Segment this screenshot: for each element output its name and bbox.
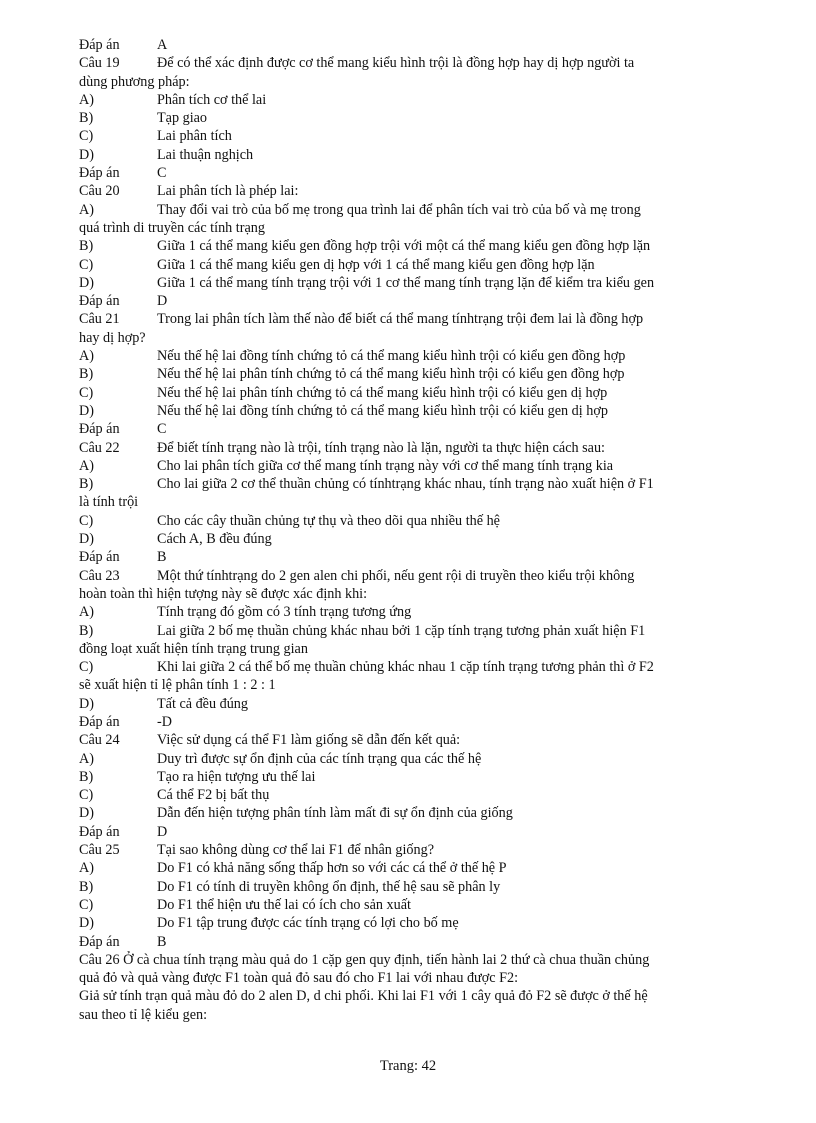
line-text: Tất cả đều đúng bbox=[157, 695, 248, 712]
question-line bbox=[79, 841, 739, 859]
line-text: Tạp giao bbox=[157, 110, 208, 127]
line-text: Lai giữa 2 bố mẹ thuần chủng khác nhau bởi 1 cặp tính trạng tương phản xuất hiện F1 bbox=[157, 622, 646, 639]
option-line bbox=[79, 878, 739, 896]
answer-line bbox=[79, 36, 739, 54]
option-line bbox=[79, 237, 739, 255]
line-label: Câu 24 bbox=[79, 732, 120, 749]
answer-line bbox=[79, 823, 739, 841]
line-label: Câu 20 bbox=[79, 183, 120, 200]
line-text: A bbox=[157, 37, 168, 53]
line-label: Đáp án bbox=[79, 421, 120, 438]
line-text: Cho các cây thuần chủng tự thụ và theo dõi qua nhiều thế hệ bbox=[157, 512, 500, 529]
line-label: B) bbox=[79, 476, 94, 493]
option-line bbox=[79, 365, 739, 383]
option-line bbox=[79, 914, 739, 932]
option-line bbox=[79, 804, 739, 822]
line-text: Cho lai giữa 2 cơ thể thuần chủng có tínhtrạng khác nhau, tính trạng nào xuất hiện ở F1 bbox=[157, 476, 654, 493]
line-text: Trong lai phân tích làm thế nào để biết cá thể mang tínhtrạng trội đem lai là đồng hợp bbox=[157, 311, 644, 328]
line-label: D) bbox=[79, 531, 94, 548]
option-line bbox=[79, 274, 739, 292]
line-label: D) bbox=[79, 805, 94, 822]
question-line bbox=[79, 54, 739, 72]
option-line bbox=[79, 109, 739, 127]
line-text: Nếu thế hệ lai phân tính chứng tỏ cá thể mang kiểu hình trội có kiểu gen dị hợp bbox=[157, 384, 608, 401]
line-label: A) bbox=[79, 201, 94, 218]
line-text: Nếu thế hệ lai đồng tính chứng tỏ cá thể mang kiểu hình trội có kiểu gen dị hợp bbox=[157, 402, 608, 419]
line-text: Lai phân tích là phép lai: bbox=[157, 183, 299, 200]
line-label: Đáp án bbox=[79, 37, 120, 53]
line-label: C) bbox=[79, 256, 94, 273]
option-line bbox=[79, 457, 739, 475]
answer-line bbox=[79, 933, 739, 951]
option-line bbox=[79, 475, 739, 493]
line-text: Cho lai phân tích giữa cơ thể mang tính trạng này với cơ thể mang tính trạng kia bbox=[157, 457, 614, 474]
line-label: A) bbox=[79, 860, 94, 877]
line-label: D) bbox=[79, 695, 94, 712]
line-label: C) bbox=[79, 384, 94, 401]
text-line: dùng phương pháp: bbox=[79, 73, 190, 90]
line-text: Một thứ tínhtrạng do 2 gen alen chi phối, nếu gent rội di truyền theo kiểu trội không bbox=[157, 567, 635, 584]
line-label: A) bbox=[79, 750, 94, 767]
line-label: B) bbox=[79, 366, 94, 383]
answer-line bbox=[79, 164, 739, 182]
line-label: B) bbox=[79, 622, 94, 639]
line-text: B bbox=[157, 933, 167, 950]
line-text: Tính trạng đó gồm có 3 tính trạng tương ứng bbox=[157, 604, 412, 621]
line-label: D) bbox=[79, 274, 94, 291]
line-text: Giữa 1 cá thể mang kiểu gen dị hợp với 1 cá thể mang kiểu gen đồng hợp lặn bbox=[157, 256, 595, 273]
line-label: C) bbox=[79, 659, 94, 676]
line-label: C) bbox=[79, 896, 94, 913]
option-line bbox=[79, 750, 739, 768]
line-text: Lai thuận nghịch bbox=[157, 146, 254, 163]
question-line bbox=[79, 731, 739, 749]
line-label: D) bbox=[79, 146, 94, 163]
line-text: Tạo ra hiện tượng ưu thế lai bbox=[157, 768, 316, 785]
option-line bbox=[79, 91, 739, 109]
text-line: sẽ xuất hiện tỉ lệ phân tính 1 : 2 : 1 bbox=[79, 677, 276, 694]
text-line: quá trình di truyền các tính trạng bbox=[79, 219, 265, 236]
line-text: Để có thể xác định được cơ thể mang kiểu hình trội là đồng hợp hay dị hợp người ta bbox=[157, 55, 635, 72]
question-line bbox=[79, 439, 739, 457]
line-label: A) bbox=[79, 604, 94, 621]
line-text: Thay đổi vai trò của bố mẹ trong qua trình lai để phân tích vai trò của bố và mẹ trong bbox=[157, 201, 641, 218]
option-line bbox=[79, 622, 739, 640]
line-text: Để biết tính trạng nào là trội, tính trạng nào là lặn, người ta thực hiện cách sau: bbox=[157, 439, 605, 456]
option-line bbox=[79, 402, 739, 420]
question-list bbox=[79, 36, 739, 1024]
line-text: Do F1 tập trung được các tính trạng có lợi cho bố mẹ bbox=[157, 915, 459, 932]
line-text: B bbox=[157, 549, 167, 566]
line-label: C) bbox=[79, 512, 94, 529]
line-label: Đáp án bbox=[79, 293, 120, 310]
option-line bbox=[79, 146, 739, 164]
option-line bbox=[79, 658, 739, 676]
line-text: Cá thể F2 bị bất thụ bbox=[157, 787, 270, 804]
line-label: A) bbox=[79, 457, 94, 474]
line-label: Đáp án bbox=[79, 165, 120, 182]
answer-line bbox=[79, 548, 739, 566]
option-line bbox=[79, 512, 739, 530]
option-line bbox=[79, 768, 739, 786]
line-label: A) bbox=[79, 348, 94, 365]
line-text: C bbox=[157, 165, 167, 182]
line-text: Do F1 thể hiện ưu thế lai có ích cho sản xuất bbox=[157, 896, 411, 913]
option-line bbox=[79, 859, 739, 877]
line-label: Đáp án bbox=[79, 933, 120, 950]
line-text: Việc sử dụng cá thể F1 làm giống sẽ dẫn đến kết quả: bbox=[157, 732, 461, 749]
line-text: Lai phân tích bbox=[157, 128, 232, 145]
line-text: Do F1 có khả năng sống thấp hơn so với các cá thể ở thế hệ P bbox=[157, 860, 507, 877]
line-label: D) bbox=[79, 915, 94, 932]
option-line bbox=[79, 786, 739, 804]
text-line: quả đỏ và quả vàng được F1 toàn quả đỏ sau đó cho F1 lai với nhau được F2: bbox=[79, 970, 519, 987]
text-line: là tính trội bbox=[79, 494, 139, 511]
question-line bbox=[79, 567, 739, 585]
option-line bbox=[79, 256, 739, 274]
text-line: Câu 26 Ở cà chua tính trạng màu quả do 1 cặp gen quy định, tiến hành lai 2 thứ cà chua thuần chủng bbox=[79, 951, 650, 968]
line-text: Nếu thế hệ lai phân tính chứng tỏ cá thể mang kiểu hình trội có kiểu gen đồng hợp bbox=[157, 366, 625, 383]
text-line: Giả sử tính trạn quả màu đỏ do 2 alen D, d chi phối. Khi lai F1 với 1 cây quả đỏ F2 sẽ được ở thế hệ bbox=[79, 988, 648, 1005]
line-text: C bbox=[157, 421, 167, 438]
text-line: hoàn toàn thì hiện tượng này sẽ được xác định khi: bbox=[79, 585, 368, 602]
option-line bbox=[79, 896, 739, 914]
line-text: Giữa 1 cá thể mang tính trạng trội với 1 cơ thể mang tính trạng lặn để kiểm tra kiểu gen bbox=[157, 274, 655, 291]
line-label: B) bbox=[79, 768, 94, 785]
option-line bbox=[79, 530, 739, 548]
line-label: Câu 19 bbox=[79, 55, 120, 72]
line-text: Dẫn đến hiện tượng phân tính làm mất đi sự ổn định của giống bbox=[157, 805, 513, 822]
line-text: Giữa 1 cá thể mang kiểu gen đồng hợp trội với một cá thể mang kiểu gen đồng hợp lặn bbox=[157, 238, 651, 255]
option-line bbox=[79, 695, 739, 713]
line-text: Khi lai giữa 2 cá thể bố mẹ thuần chủng khác nhau 1 cặp tính trạng tương phản thì ở F2 bbox=[157, 659, 654, 676]
answer-line bbox=[79, 292, 739, 310]
line-text: D bbox=[157, 293, 168, 310]
line-label: A) bbox=[79, 91, 94, 108]
answer-line bbox=[79, 420, 739, 438]
option-line bbox=[79, 347, 739, 365]
option-line bbox=[79, 201, 739, 219]
line-label: Câu 22 bbox=[79, 439, 120, 456]
text-line: hay dị hợp? bbox=[79, 329, 146, 346]
question-line bbox=[79, 310, 739, 328]
line-label: Câu 21 bbox=[79, 311, 120, 328]
line-label: Đáp án bbox=[79, 713, 120, 730]
text-line: đồng loạt xuất hiện tính trạng trung gian bbox=[79, 640, 308, 657]
line-label: B) bbox=[79, 238, 94, 255]
answer-line bbox=[79, 713, 739, 731]
line-text: Cách A, B đều đúng bbox=[157, 531, 272, 548]
line-label: B) bbox=[79, 110, 94, 127]
option-line bbox=[79, 603, 739, 621]
line-text: D bbox=[157, 823, 168, 840]
option-line bbox=[79, 384, 739, 402]
line-label: C) bbox=[79, 128, 94, 145]
question-line bbox=[79, 182, 739, 200]
option-line bbox=[79, 127, 739, 145]
line-label: Đáp án bbox=[79, 549, 120, 566]
line-text: Do F1 có tính di truyền không ổn định, thế hệ sau sẽ phân ly bbox=[157, 878, 501, 895]
line-text: Nếu thế hệ lai đồng tính chứng tỏ cá thể mang kiểu hình trội có kiểu gen đồng hợp bbox=[157, 348, 626, 365]
line-label: Câu 23 bbox=[79, 567, 120, 584]
line-text: Phân tích cơ thể lai bbox=[157, 91, 267, 108]
line-label: B) bbox=[79, 878, 94, 895]
line-label: Câu 25 bbox=[79, 842, 120, 859]
line-text: Duy trì được sự ổn định của các tính trạng qua các thế hệ bbox=[157, 750, 482, 767]
line-text: Tại sao không dùng cơ thể lai F1 để nhân giống? bbox=[157, 842, 435, 859]
line-label: Đáp án bbox=[79, 823, 120, 840]
text-line: sau theo tỉ lệ kiểu gen: bbox=[79, 1006, 208, 1023]
line-label: D) bbox=[79, 402, 94, 419]
page-footer: Trang: 42 bbox=[379, 1058, 437, 1074]
line-text: -D bbox=[157, 713, 172, 730]
line-label: C) bbox=[79, 787, 94, 804]
